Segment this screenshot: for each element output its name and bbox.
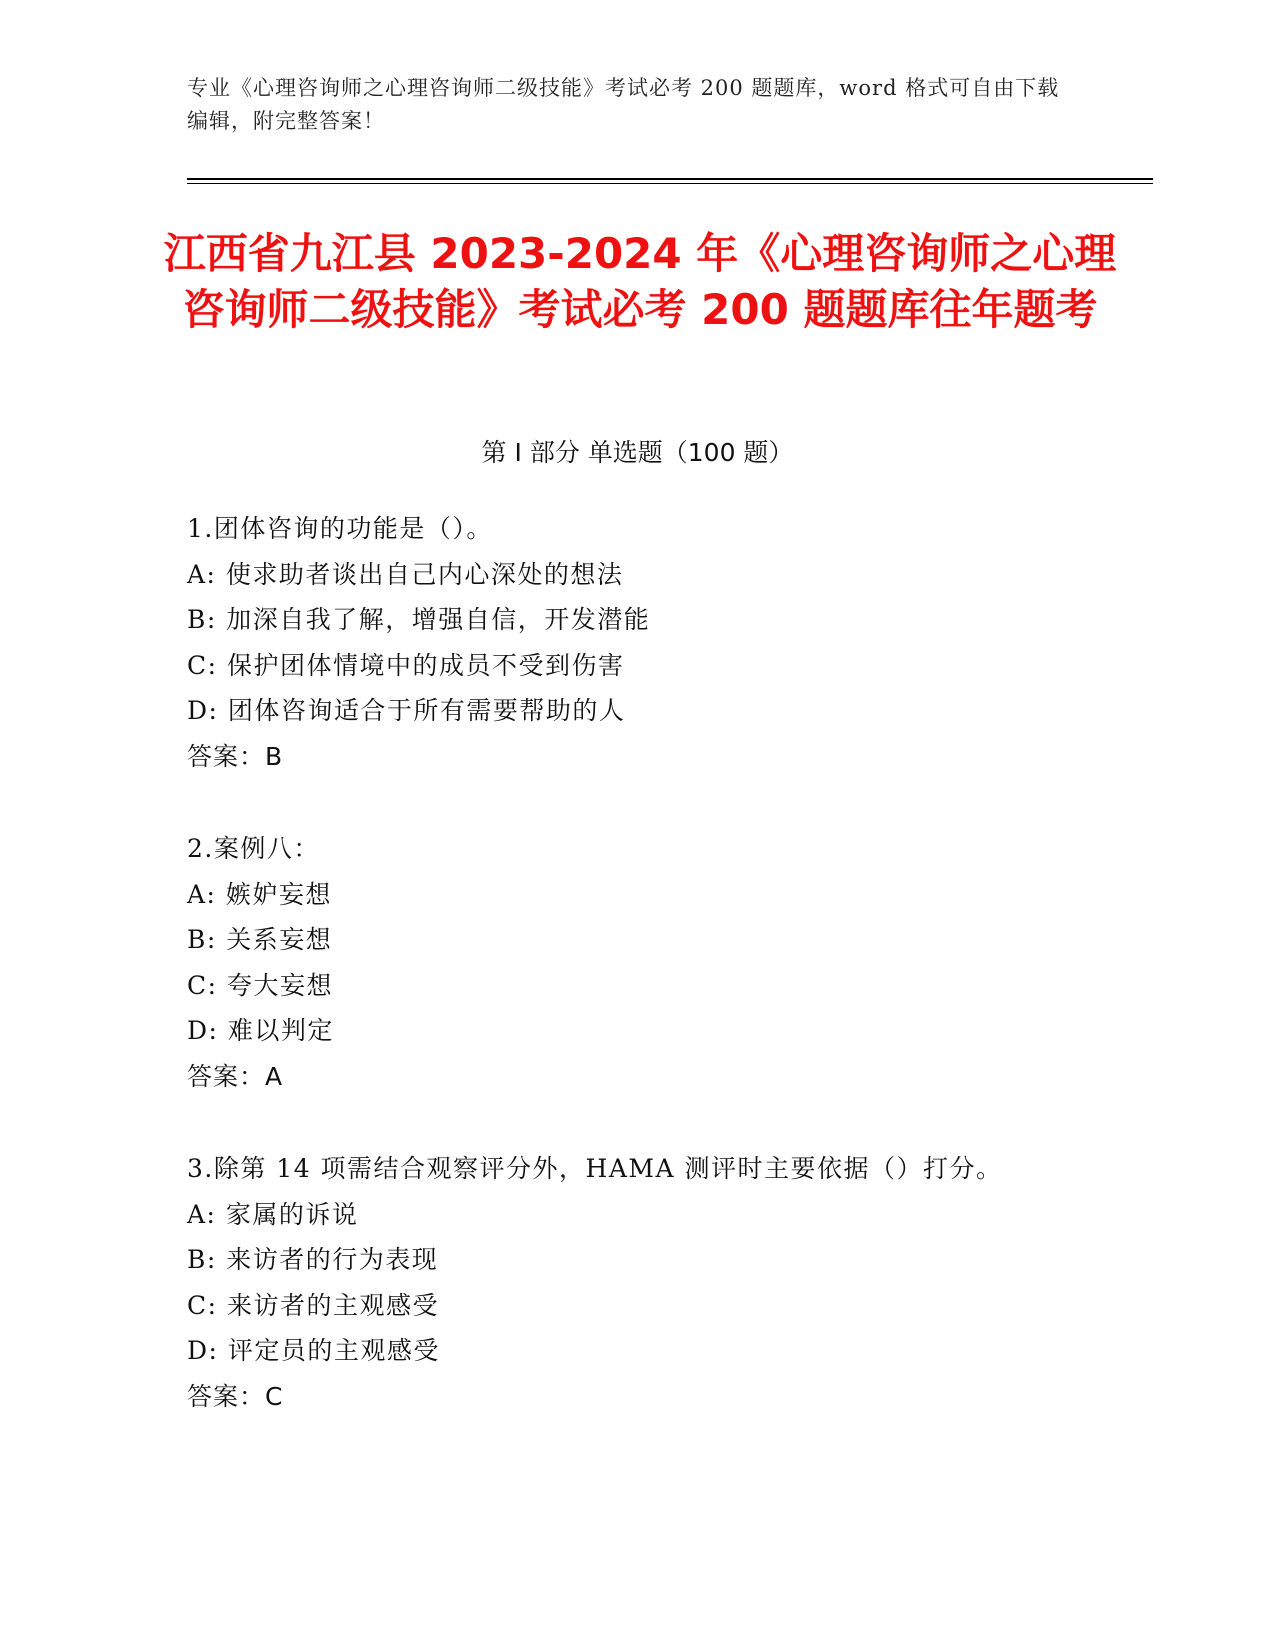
option-a: A: 使求助者谈出自己内心深处的想法: [187, 559, 624, 589]
question-stem: 2.案例八：: [187, 834, 320, 863]
header-rule-thin: [187, 183, 1153, 184]
option-c: C: 保护团体情境中的成员不受到伤害: [187, 650, 625, 680]
option-d: D: 难以判定: [187, 1016, 334, 1045]
question-block: [187, 1146, 1087, 1419]
header-note: 专业《心理咨询师之心理咨询师二级技能》考试必考 200 题题库，word 格式可自由下载编辑，附完整答案！: [187, 76, 1060, 133]
question-stem: 3.除第 14 项需结合观察评分外，HAMA 测评时主要依据（）打分。: [187, 1154, 1003, 1183]
option-a: A: 家属的诉说: [187, 1199, 359, 1229]
option-d: D: 团体咨询适合于所有需要帮助的人: [187, 696, 626, 725]
option-c: C: 夸大妄想: [187, 970, 333, 1000]
option-d: D: 评定员的主观感受: [187, 1336, 440, 1365]
question-block: [187, 506, 1087, 779]
answer-line: 答案：C: [187, 1381, 284, 1411]
option-a: A: 嫉妒妄想: [187, 879, 332, 909]
section-heading: 第 I 部分 单选题（100 题）: [481, 438, 794, 467]
option-c: C: 来访者的主观感受: [187, 1290, 439, 1320]
question-stem: 1.团体咨询的功能是（）。: [187, 514, 493, 543]
header-rule-thick: [187, 178, 1153, 180]
option-b: B: 加深自我了解，增强自信，开发潜能: [187, 605, 651, 634]
option-b: B: 关系妄想: [187, 925, 333, 954]
document-title: 江西省九江县 2023-2024 年《心理咨询师之心理咨询师二级技能》考试必考 200 题题库往年题考: [163, 229, 1117, 334]
option-b: B: 来访者的行为表现: [187, 1245, 439, 1274]
question-block: [187, 826, 1087, 1099]
answer-line: 答案：A: [187, 1061, 284, 1091]
answer-line: 答案：B: [187, 741, 284, 771]
